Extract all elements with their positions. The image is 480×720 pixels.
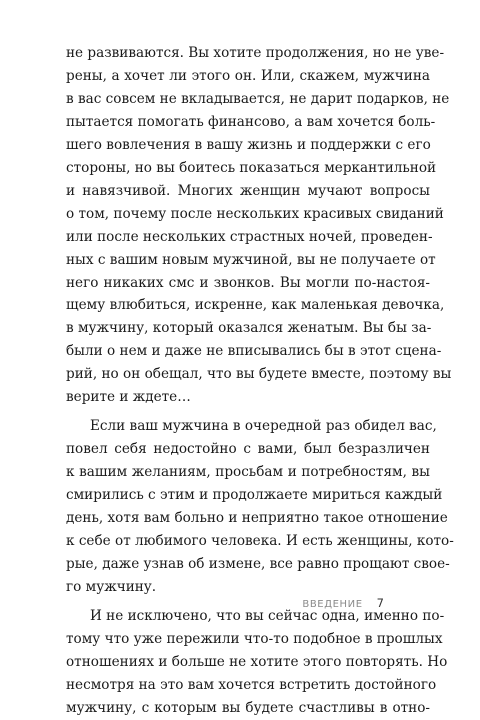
text-line: к себе от любимого человека. И есть женщины, кото- — [66, 533, 454, 550]
text-line: к вашим желаниям, просьбам и потребностям, вы — [66, 464, 430, 481]
paragraph-3 — [66, 605, 448, 720]
page-number: 7 — [376, 596, 384, 610]
page-footer — [302, 596, 384, 610]
text-line: день, хотя вам больно и неприятно такое отношение — [66, 510, 448, 527]
text-line: не развиваются. Вы хотите продолжения, но не уве- — [66, 45, 445, 61]
text-line: И не исключено, что вы сейчас одна, именно по- — [90, 607, 445, 624]
text-line: пытается помогать финансово, а вам хочется боль- — [66, 113, 436, 130]
paragraph-2 — [66, 415, 454, 599]
text-line: о том, почему после нескольких красивых свиданий — [66, 205, 444, 222]
text-line: смирились с этим и продолжаете мириться каждый — [66, 487, 443, 504]
text-line: шего вовлечения в вашу жизнь и поддержки с его — [66, 136, 431, 153]
text-line: верите и ждете… — [66, 389, 191, 406]
text-line: него никаких смс и звонков. Вы могли по-настоя- — [66, 274, 430, 291]
text-line: в мужчину, который оказался женатым. Вы бы за- — [66, 320, 432, 337]
text-line: или после нескольких страстных ночей, проведен- — [66, 228, 433, 245]
text-line: отношениях и больше не хотите этого повторять. Но — [66, 653, 448, 670]
text-line: ных с вашим новым мужчиной, вы не получаете от — [66, 251, 436, 268]
text-line: рий, но он обещал, что вы будете вместе, поэтому вы — [66, 366, 452, 383]
text-line: были о нем и даже не вписывались бы в этот сцена- — [66, 343, 442, 360]
running-head: ВВЕДЕНИЕ — [302, 599, 363, 610]
text-line: повел себя недостойно с вами, был безразличен — [66, 441, 430, 458]
text-line: в вас совсем не вкладывается, не дарит подарков, не — [66, 90, 450, 107]
text-line: рые, даже узнав об измене, все равно прощают свое- — [66, 555, 450, 572]
text-line: тому что уже пережили что-то подобное в прошлых — [66, 630, 443, 647]
paragraph-1 — [66, 42, 452, 409]
text-line: и навязчивой. Многих женщин мучают вопросы — [66, 182, 430, 199]
text-line: стороны, но вы боитесь показаться меркантильной — [66, 159, 437, 176]
text-line: щему влюбиться, искренне, как маленькая девочка, — [66, 297, 445, 314]
text-line: го мужчину. — [66, 578, 157, 595]
text-line: несмотря на это вам хочется встретить достойного — [66, 676, 437, 693]
text-line: Если ваш мужчина в очередной раз обидел вас, — [90, 418, 437, 435]
text-line: мужчину, с которым вы будете счастливы в отно- — [66, 699, 430, 716]
text-line: рены, а хочет ли этого он. Или, скажем, мужчина — [66, 67, 430, 84]
body-text — [66, 42, 454, 720]
